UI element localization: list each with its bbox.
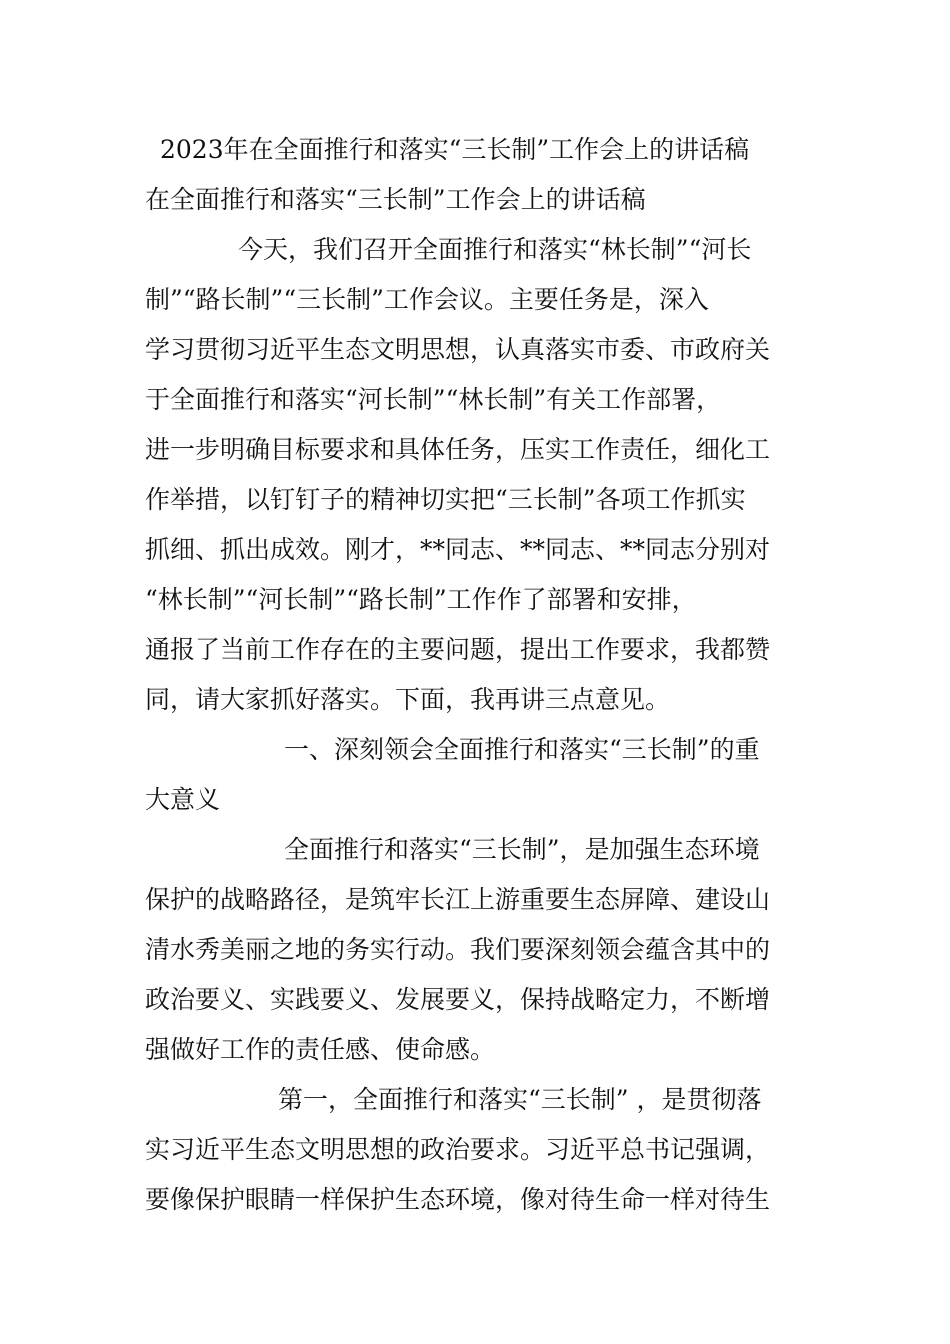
paragraph-line: 保护的战略路径，是筑牢长江上游重要生态屏障、建设山: [145, 885, 771, 914]
paragraph-line: 于全面推行和落实“河长制”“林长制”有关工作部署，: [145, 385, 722, 414]
document-subtitle: 在全面推行和落实“三长制”工作会上的讲话稿: [145, 185, 646, 214]
paragraph-line: 要像保护眼睛一样保护生态环境，像对待生命一样对待生: [145, 1185, 771, 1214]
paragraph-line: 学习贯彻习近平生态文明思想，认真落实市委、市政府关: [145, 335, 771, 364]
section-heading: 大意义: [145, 785, 221, 814]
paragraph-line: 强做好工作的责任感、使命感。: [145, 1035, 496, 1064]
paragraph-line: 清水秀美丽之地的务实行动。我们要深刻领会蕴含其中的: [145, 935, 771, 964]
paragraph-line: 制”“路长制”“三长制”工作会议。主要任务是，深入: [145, 285, 709, 314]
paragraph-line: 实习近平生态文明思想的政治要求。习近平总书记强调，: [145, 1135, 771, 1164]
paragraph-line: 抓细、抓出成效。刚才，**同志、**同志、**同志分别对: [145, 535, 771, 564]
section-heading: 一、深刻领会全面推行和落实“三长制”的重: [284, 735, 760, 764]
paragraph-line: 全面推行和落实“三长制”，是加强生态环境: [284, 835, 760, 864]
paragraph-line: 同，请大家抓好落实。下面，我再讲三点意见。: [145, 685, 671, 714]
paragraph-line: 第一，全面推行和落实“三长制” ，是贯彻落: [278, 1085, 762, 1114]
paragraph-line: 今天，我们召开全面推行和落实“林长制”“河长: [238, 235, 752, 264]
document-title: 2023年在全面推行和落实“三长制”工作会上的讲话稿: [160, 135, 750, 164]
paragraph-line: 通报了当前工作存在的主要问题，提出工作要求，我都赞: [145, 635, 771, 664]
paragraph-line: 作举措，以钉钉子的精神切实把“三长制”各项工作抓实: [145, 485, 746, 514]
paragraph-line: “林长制”“河长制”“路长制”工作作了部署和安排，: [145, 585, 697, 614]
paragraph-line: 进一步明确目标要求和具体任务，压实工作责任，细化工: [145, 435, 771, 464]
paragraph-line: 政治要义、实践要义、发展要义，保持战略定力，不断增: [145, 985, 771, 1014]
